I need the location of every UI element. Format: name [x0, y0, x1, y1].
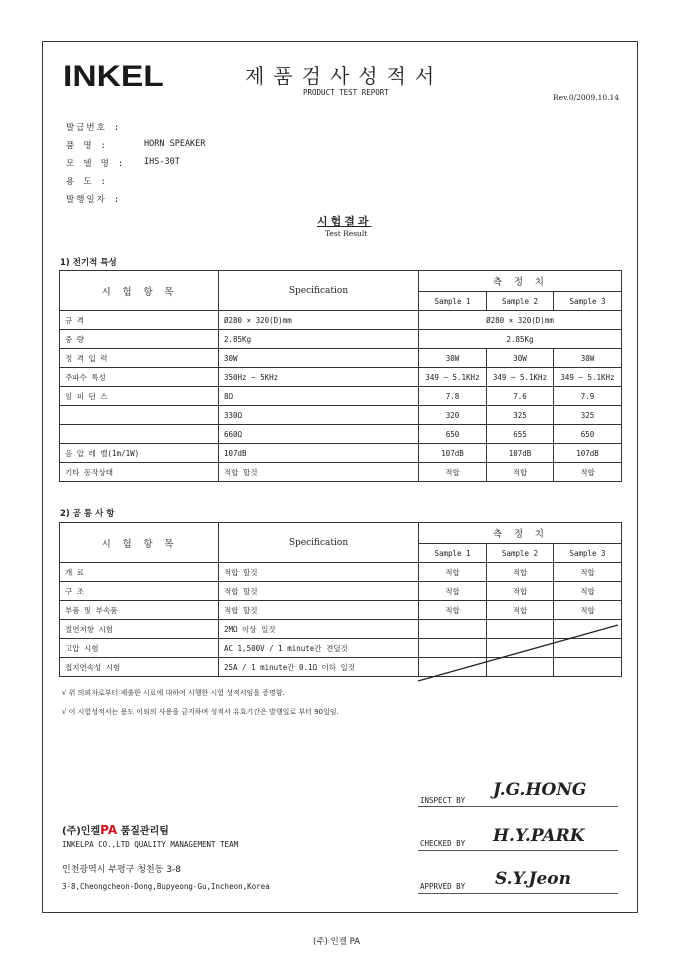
company-address-en: 3-8,Cheongcheon-Dong,Bupyeong-Gu,Incheon,Korea [62, 882, 270, 891]
signature-line [418, 893, 618, 894]
checker-signature: H.Y.PARK [493, 826, 585, 846]
row-spec: 107dB [219, 444, 419, 463]
signature-line [418, 850, 618, 851]
row-sample2: 적합 [487, 463, 554, 482]
company-name-en: INKELPA CO.,LTD QUALITY MANAGEMENT TEAM [62, 840, 239, 849]
col-measure-header: 측 정 치 [419, 523, 622, 544]
row-item: 기타 동작상태 [60, 463, 219, 482]
row-sample3: 107dB [554, 444, 622, 463]
row-sample3: 적합 [554, 463, 622, 482]
row-sample3: 325 [554, 406, 622, 425]
row-merged-value: Ø280 × 320(D)mm [419, 311, 622, 330]
result-subtitle: Test Result [325, 229, 368, 238]
section2-title: 2) 공 통 사 항 [60, 509, 115, 519]
checked-label: CHECKED BY [420, 839, 466, 848]
col-spec-header: Specification [219, 271, 419, 311]
row-sample2: 655 [487, 425, 554, 444]
sample-header: Sample 2 [487, 544, 554, 563]
row-item: 구 조 [60, 582, 219, 601]
row-sample2: 325 [487, 406, 554, 425]
row-item: 고압 시험 [60, 639, 219, 658]
col-measure-header: 측 정 치 [419, 271, 622, 292]
row-spec: 적합 할것 [219, 563, 419, 582]
row-item: 임 피 던 스 [60, 387, 219, 406]
approved-label: APPRVED BY [420, 882, 466, 891]
col-item-header: 시 험 항 목 [60, 523, 219, 563]
row-sample2: 적합 [487, 601, 554, 620]
row-item: 접지연속성 시험 [60, 658, 219, 677]
row-spec: 8Ω [219, 387, 419, 406]
row-sample1: 7.8 [419, 387, 487, 406]
row-sample2: 349 ~ 5.1KHz [487, 368, 554, 387]
row-sample2: 적합 [487, 563, 554, 582]
sample-header: Sample 3 [554, 292, 622, 311]
sample-header: Sample 2 [487, 292, 554, 311]
col-item-header: 시 험 항 목 [60, 271, 219, 311]
col-spec-header: Specification [219, 523, 419, 563]
result-title: 시험결과 [317, 215, 372, 228]
row-sample3: 적합 [554, 582, 622, 601]
note-line: √ 위 의뢰자로부터 제출한 시료에 대하여 시행한 시험 성적서임을 증명함. [62, 689, 285, 697]
note-line: √ 이 시험성적서는 용도 이외의 사용을 금지하며 성적서 유효기간은 발행일로 부터 90일임. [62, 708, 339, 716]
inkel-logo: INKEL [63, 60, 164, 93]
row-item: 개 료 [60, 563, 219, 582]
row-spec: AC 1,500V / 1 minute간 견딜것 [219, 639, 419, 658]
company-address: 인천광역시 부평구 청천동 3-8 [62, 865, 181, 875]
inspect-label: INSPECT BY [420, 796, 466, 805]
document-title: 제품검사성적서 [245, 64, 444, 88]
row-spec: 적합 할것 [219, 463, 419, 482]
row-sample1: 320 [419, 406, 487, 425]
row-sample3: 7.9 [554, 387, 622, 406]
row-item: 절연저항 시험 [60, 620, 219, 639]
row-item: 부품 및 부속품 [60, 601, 219, 620]
row-spec: 660Ω [219, 425, 419, 444]
row-sample3: 적합 [554, 563, 622, 582]
row-sample3: 적합 [554, 601, 622, 620]
page-footer: (주) 인켈 PA [313, 937, 361, 947]
row-item: 음 압 레 벨(1m/1W) [60, 444, 219, 463]
row-sample3: 650 [554, 425, 622, 444]
approver-signature: S.Y.Jeon [495, 869, 572, 889]
row-sample1: 적합 [419, 601, 487, 620]
row-sample2: 7.6 [487, 387, 554, 406]
section1-title: 1) 전기적 특성 [60, 258, 117, 268]
sample-header: Sample 3 [554, 544, 622, 563]
row-sample1: 30W [419, 349, 487, 368]
signature-line [418, 806, 618, 807]
row-spec: 330Ω [219, 406, 419, 425]
row-spec: 350Hz ~ 5KHz [219, 368, 419, 387]
row-item: 정 격 입 력 [60, 349, 219, 368]
document-subtitle: PRODUCT TEST REPORT [303, 88, 389, 97]
row-spec: 2MΩ 이상 일것 [219, 620, 419, 639]
row-item: 주파수 특성 [60, 368, 219, 387]
row-spec: Ø280 × 320(D)mm [219, 311, 419, 330]
row-sample2: 적합 [487, 582, 554, 601]
row-sample1: 650 [419, 425, 487, 444]
row-spec: 25A / 1 minute간 0.1Ω 이하 일것 [219, 658, 419, 677]
inspector-signature: J.G.HONG [493, 780, 587, 800]
row-sample1: 107dB [419, 444, 487, 463]
company-name: (주)인켈PA 품질관리팀 [62, 823, 169, 837]
row-sample2: 107dB [487, 444, 554, 463]
row-sample3: 349 ~ 5.1KHz [554, 368, 622, 387]
sample-header: Sample 1 [419, 544, 487, 563]
row-sample1: 적합 [419, 463, 487, 482]
row-sample1: 349 ~ 5.1KHz [419, 368, 487, 387]
sample-header: Sample 1 [419, 292, 487, 311]
row-spec: 적합 할것 [219, 601, 419, 620]
revision-label: Rev.0/2009.10.14 [553, 93, 620, 102]
row-spec: 30W [219, 349, 419, 368]
row-sample1: 적합 [419, 582, 487, 601]
row-sample1: 적합 [419, 563, 487, 582]
row-merged-value: 2.85Kg [419, 330, 622, 349]
row-spec: 2.85Kg [219, 330, 419, 349]
row-item: 규 격 [60, 311, 219, 330]
row-sample2: 30W [487, 349, 554, 368]
row-sample3: 30W [554, 349, 622, 368]
row-item: 중 량 [60, 330, 219, 349]
row-spec: 적합 할것 [219, 582, 419, 601]
